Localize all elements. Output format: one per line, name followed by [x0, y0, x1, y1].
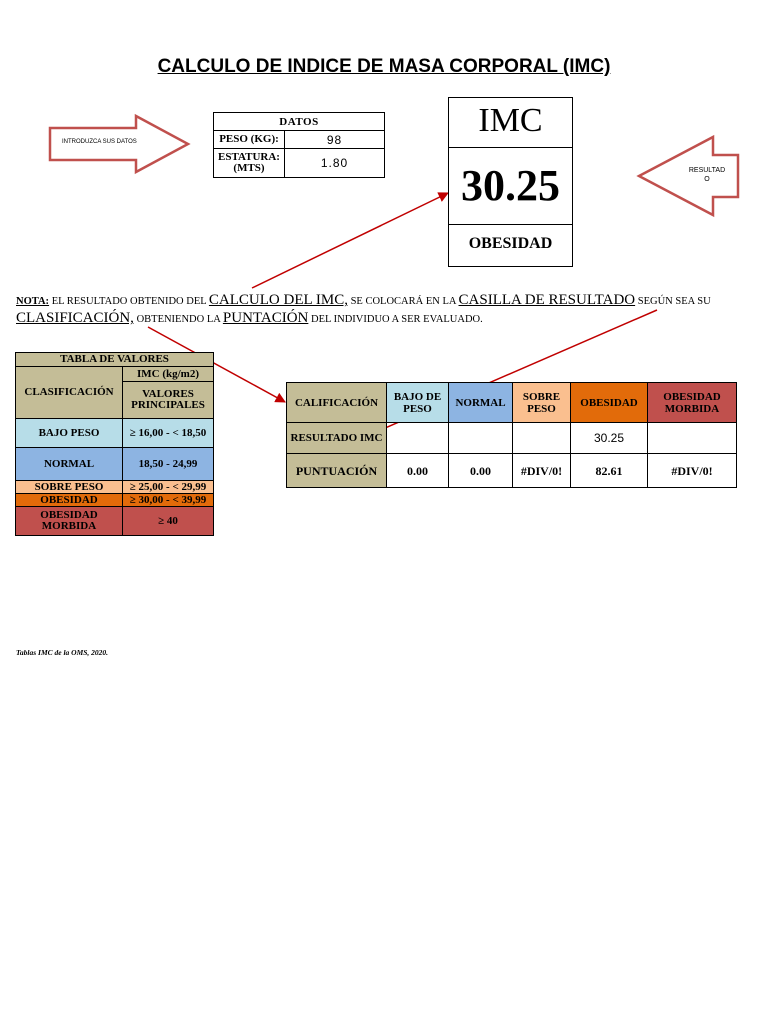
tabla-row-normal	[16, 448, 214, 481]
score-cell-normal: 0.00	[449, 454, 513, 488]
result-cell-sobre-peso	[513, 423, 571, 454]
tabla-row-label: NORMAL	[16, 448, 123, 481]
tabla-row-value: ≥ 16,00 - < 18,50	[123, 419, 214, 448]
tabla-valores-title: TABLA DE VALORES	[16, 353, 214, 367]
estatura-label-line1: ESTATURA:	[218, 151, 280, 163]
peso-input[interactable]: 98	[285, 131, 385, 149]
page-title: CALCULO DE INDICE DE MASA CORPORAL (IMC)	[157, 56, 611, 77]
tabla-valores	[15, 352, 214, 536]
nota-prefix: NOTA:	[16, 296, 50, 307]
estatura-label	[214, 149, 285, 178]
tabla-col-valores-header: VALORES PRINCIPALES	[123, 382, 214, 419]
input-arrow-label: INTRODUZCA SUS DATOS	[62, 139, 137, 145]
tabla-row-label: BAJO PESO	[16, 419, 123, 448]
score-cell-bajo-de-peso: 0.00	[387, 454, 449, 488]
calificacion-label: CALIFICACIÓN	[287, 383, 387, 423]
connector-line-calculo	[252, 193, 448, 288]
tabla-row-obesidad-morbida	[16, 507, 214, 536]
result-arrow-label	[679, 166, 735, 184]
nota-text-1: EL RESULTADO OBTENIDO DEL	[49, 296, 209, 307]
imc-divider-2	[449, 224, 572, 225]
imc-result-box	[448, 97, 573, 267]
resultado-imc-label: RESULTADO IMC	[287, 423, 387, 454]
puntuacion-label: PUNTUACIÓN	[287, 454, 387, 488]
tabla-row-value: 18,50 - 24,99	[123, 448, 214, 481]
estatura-label-line2: (MTS)	[233, 162, 265, 174]
datos-table	[213, 112, 385, 178]
header-obesidad-morbida: OBESIDAD MORBIDA	[648, 383, 737, 423]
nota-keyword-clasificacion: CLASIFICACIÓN,	[16, 310, 134, 326]
tabla-col-imc-header: IMC (kg/m2)	[123, 367, 214, 382]
imc-classification: OBESIDAD	[468, 235, 553, 252]
score-cell-obesidad: 82.61	[571, 454, 648, 488]
tabla-row-value: ≥ 30,00 - < 39,99	[123, 494, 214, 507]
imc-value: 30.25	[461, 161, 560, 210]
result-cell-obesidad-morbida	[648, 423, 737, 454]
nota-text-3: SEGÚN SEA SU	[635, 296, 711, 307]
header-sobre-peso: SOBRE PESO	[513, 383, 571, 423]
score-cell-obesidad-morbida: #DIV/0!	[648, 454, 737, 488]
calificacion-table	[286, 382, 737, 488]
nota-text-5: DEL INDIVIDUO A SER EVALUADO.	[308, 314, 483, 325]
peso-label: PESO (KG):	[214, 131, 285, 149]
tabla-row-label: OBESIDAD MORBIDA	[16, 507, 123, 536]
nota-text-4: OBTENIENDO LA	[133, 314, 223, 325]
result-cell-obesidad: 30.25	[571, 423, 648, 454]
datos-header: DATOS	[214, 113, 385, 131]
header-normal: NORMAL	[449, 383, 513, 423]
nota-text-2: SE COLOCARÁ EN LA	[347, 296, 459, 307]
nota-keyword-calculo: CALCULO DEL IMC,	[208, 292, 348, 308]
tabla-row-bajo-peso	[16, 419, 214, 448]
nota-keyword-puntacion: PUNTACIÓN	[222, 310, 309, 326]
tabla-row-obesidad	[16, 494, 214, 507]
result-arrow-label-line1: RESULTAD	[688, 167, 726, 174]
result-arrow-label-line2: O	[704, 176, 710, 183]
tabla-row-label: SOBRE PESO	[16, 481, 123, 494]
imc-divider-1	[449, 147, 572, 148]
header-bajo-de-peso: BAJO DE PESO	[387, 383, 449, 423]
nota-paragraph	[16, 292, 756, 328]
footnote: Tablas IMC de la OMS, 2020.	[16, 648, 109, 657]
tabla-row-sobre-peso	[16, 481, 214, 494]
estatura-input[interactable]: 1.80	[285, 149, 385, 178]
nota-keyword-casilla: CASILLA DE RESULTADO	[458, 292, 636, 308]
tabla-row-value: ≥ 25,00 - < 29,99	[123, 481, 214, 494]
header-obesidad: OBESIDAD	[571, 383, 648, 423]
imc-label: IMC	[478, 102, 543, 139]
result-cell-bajo-de-peso	[387, 423, 449, 454]
score-cell-sobre-peso: #DIV/0!	[513, 454, 571, 488]
result-cell-normal	[449, 423, 513, 454]
tabla-col-clasificacion-header: CLASIFICACIÓN	[16, 367, 123, 419]
tabla-row-label: OBESIDAD	[16, 494, 123, 507]
tabla-row-value: ≥ 40	[123, 507, 214, 536]
